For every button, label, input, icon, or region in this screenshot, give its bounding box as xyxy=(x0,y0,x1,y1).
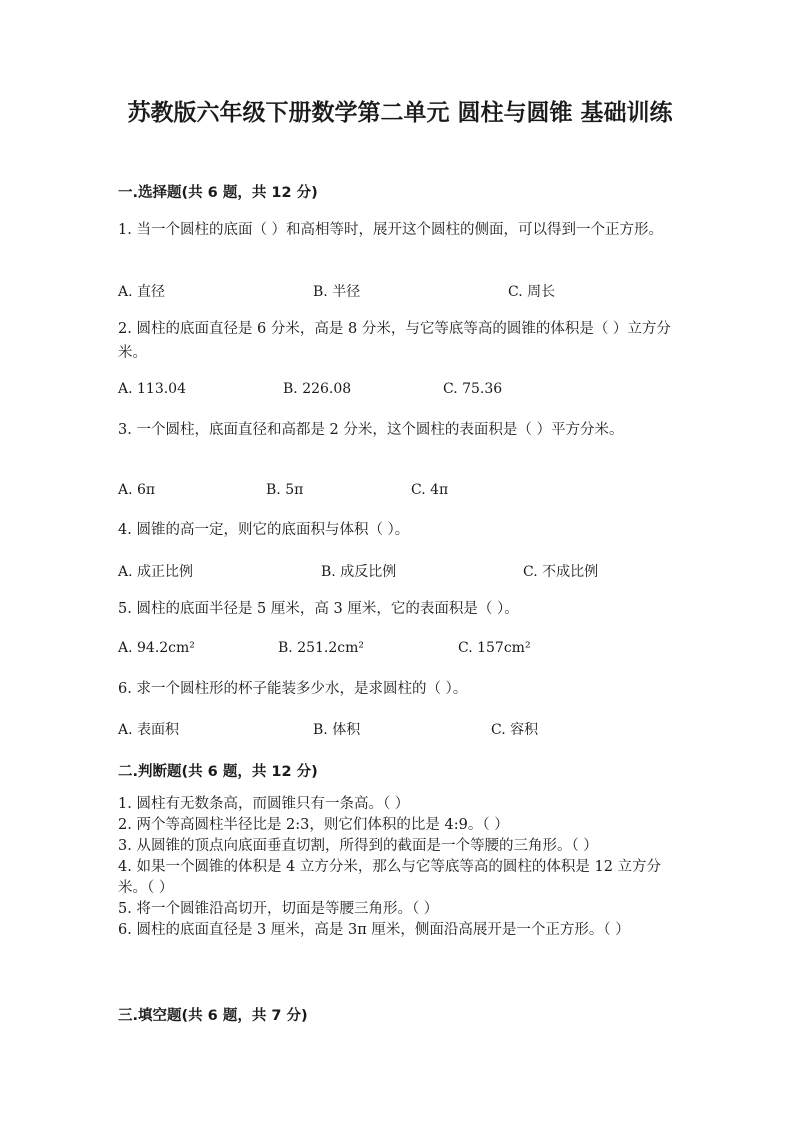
true-false-item-3: 3. 从圆锥的顶点向底面垂直切割，所得到的截面是一个等腰的三角形。（ ） xyxy=(118,838,598,854)
option-c[interactable]: C. 容积 xyxy=(491,722,539,738)
choice-options-4 xyxy=(118,561,718,583)
option-a[interactable]: A. 113.04 xyxy=(118,381,186,397)
true-false-list xyxy=(118,794,688,941)
true-false-item-4: 4. 如果一个圆锥的体积是 4 立方分米，那么与它等底等高的圆柱的体积是 12 立方分米。（ ） xyxy=(118,859,662,896)
choice-question-4: 4. 圆锥的高一定，则它的底面积与体积（ ）。 xyxy=(118,522,410,538)
true-false-item-1: 1. 圆柱有无数条高，而圆锥只有一条高。（ ） xyxy=(118,796,410,812)
option-c[interactable]: C. 157cm² xyxy=(458,640,531,656)
choice-question-1: 1. 当一个圆柱的底面（ ）和高相等时，展开这个圆柱的侧面，可以得到一个正方形。 xyxy=(118,222,664,238)
choice-question-3: 3. 一个圆柱，底面直径和高都是 2 分米，这个圆柱的表面积是（ ）平方分米。 xyxy=(118,422,624,438)
true-false-item-5: 5. 将一个圆锥沿高切开，切面是等腰三角形。（ ） xyxy=(118,901,439,917)
option-b[interactable]: B. 成反比例 xyxy=(321,564,397,580)
option-c[interactable]: C. 75.36 xyxy=(443,381,503,397)
option-b[interactable]: B. 251.2cm² xyxy=(278,640,364,656)
section-heading-fill-blank: 三.填空题(共 6 题，共 7 分) xyxy=(118,1008,308,1024)
choice-question-2: 2. 圆柱的底面直径是 6 分米，高是 8 分米，与它等底等高的圆锥的体积是（ ）立方分米。 xyxy=(118,321,671,361)
option-b[interactable]: B. 半径 xyxy=(313,284,361,300)
choice-options-6 xyxy=(118,719,718,741)
choice-options-1 xyxy=(118,281,718,303)
option-a[interactable]: A. 表面积 xyxy=(118,722,180,738)
option-b[interactable]: B. 5π xyxy=(266,482,304,498)
option-a[interactable]: A. 94.2cm² xyxy=(118,640,195,656)
true-false-item-6: 6. 圆柱的底面直径是 3 厘米，高是 3π 厘米，侧面沿高展开是一个正方形。（ ） xyxy=(118,922,630,938)
option-a[interactable]: A. 直径 xyxy=(118,284,166,300)
choice-question-6: 6. 求一个圆柱形的杯子能装多少水，是求圆柱的（ ）。 xyxy=(118,681,468,697)
option-c[interactable]: C. 周长 xyxy=(508,284,556,300)
option-b[interactable]: B. 226.08 xyxy=(283,381,352,397)
option-c[interactable]: C. 4π xyxy=(411,482,449,498)
option-a[interactable]: A. 6π xyxy=(118,482,156,498)
section-heading-choice: 一.选择题(共 6 题，共 12 分) xyxy=(118,185,318,201)
section-heading-true-false: 二.判断题(共 6 题，共 12 分) xyxy=(118,764,318,780)
option-b[interactable]: B. 体积 xyxy=(313,722,361,738)
choice-options-2 xyxy=(118,381,718,403)
page-title: 苏教版六年级下册数学第二单元 圆柱与圆锥 基础训练 xyxy=(127,100,673,126)
choice-question-5: 5. 圆柱的底面半径是 5 厘米，高 3 厘米，它的表面积是（ ）。 xyxy=(118,601,519,617)
choice-options-3 xyxy=(118,482,718,504)
true-false-item-2: 2. 两个等高圆柱半径比是 2:3，则它们体积的比是 4:9。（ ） xyxy=(118,817,509,833)
option-c[interactable]: C. 不成比例 xyxy=(523,564,599,580)
option-a[interactable]: A. 成正比例 xyxy=(118,564,194,580)
choice-options-5 xyxy=(118,640,718,662)
